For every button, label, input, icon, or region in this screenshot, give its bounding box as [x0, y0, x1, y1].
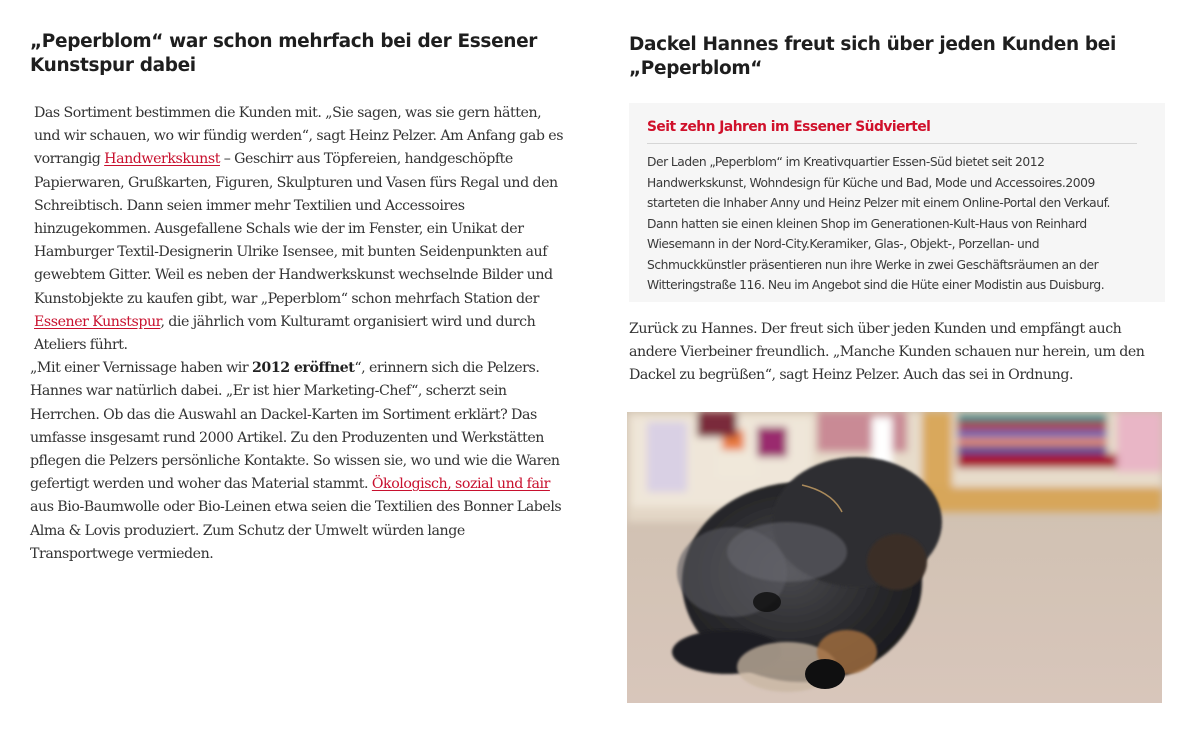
text-fragment: Das Sortiment bestimmen die Kunden mit. „Sie sagen, was sie gern hätten, und wir schauen, wo wir fündig werden“, sagt Heinz Pelzer. Am Anfang gab es vorrangig [34, 105, 564, 168]
text-fragment: aus Bio-Baumwolle oder Bio-Leinen etwa seien die Textilien des Bonner Labels Alma & Lovis produziert. Zum Schutz der Umwelt würden lange Transportwege vermieden. [30, 499, 562, 562]
dog-photo [627, 412, 1162, 703]
info-box-title: Seit zehn Jahren im Essener Südviertel [647, 119, 931, 135]
paragraph-zurueck-zu-hannes: Zurück zu Hannes. Der freut sich über jeden Kunden und empfängt auch andere Vierbeiner freundlich. „Manche Kunden schauen nur herein, um den Dackel zu begrüßen“, sagt Heinz Pelzer. Auch das sei in Ordnung. [629, 320, 1145, 383]
paragraph-sortiment [34, 102, 570, 357]
dog-photo-illustration [627, 412, 1162, 703]
left-article-column [30, 30, 570, 566]
section-heading-dackel-hannes: Dackel Hannes freut sich über jeden Kunden bei „Peperblom“ [629, 34, 1116, 79]
link-handwerkskunst[interactable]: Handwerkskunst [104, 151, 220, 168]
right-article-column [629, 33, 1163, 387]
info-box-text: Der Laden „Peperblom“ im Kreativquartier Essen-Süd bietet seit 2012 Handwerkskunst, Wohndesign für Küche und Bad, Mode und Accessoires.2009 starteten die Inhaber Anny und Heinz Pelzer mit einem Online-Portal den Verkauf. Dann hatten sie einen kleinen Shop im Generationen-Kult-Haus von Reinhard Wiesemann in der Nord-City.Keramiker, Glas-, Objekt-, Porzellan- und Schmuckkünstler präsentieren nun ihre Werke in zwei Geschäftsräumen an der Witteringstraße 116. Neu im Angebot sind die Hüte einer Modistin aus Duisburg. [647, 155, 1111, 292]
info-box [629, 103, 1165, 302]
text-fragment: “, erinnern sich die Pelzers. Hannes war natürlich dabei. „Er ist hier Marketing-Chef“, scherzt sein Herrchen. Ob das die Auswahl an Dackel-Karten im Sortiment erklärt? Das umfasse insgesamt rund 2000 Artikel. Zu den Produzenten und Werkstätten pflegen die Pelzers persönliche Kontakte. So wissen sie, wo und wie die Waren gefertigt werden und woher das Material stammt. [30, 360, 560, 493]
link-oekologisch-sozial-fair[interactable]: Ökologisch, sozial und fair [371, 476, 550, 493]
link-essener-kunstspur[interactable]: Essener Kunstspur [34, 313, 161, 330]
info-box-divider [647, 143, 1137, 144]
bold-text: 2012 eröffnet [251, 360, 355, 377]
text-fragment: , die jährlich vom Kulturamt organisiert wird und durch Ateliers führt. [34, 313, 536, 354]
text-fragment: – Geschirr aus Töpfereien, handgeschöpfte Papierwaren, Grußkarten, Figuren, Skulpturen und Vasen fürs Regal und den Schreibtisch. Dann seien immer mehr Textilien und Accessoires hinzugekommen. Ausgefallene Schals wie der im Fenster, ein Unikat der Hamburger Textil-Designerin Ulrike Isensee, mit bunten Seidenpunkten auf gewebtem Gitter. Weil es neben der Handwerkskunst wechselnde Bilder und Kunstobjekte zu kaufen gibt, war „Peperblom“ schon mehrfach Station der [34, 151, 558, 307]
paragraph-vernissage [30, 357, 570, 566]
text-fragment: „Mit einer Vernissage haben wir [30, 360, 252, 377]
section-heading-kunstspur: „Peperblom“ war schon mehrfach bei der Essener Kunstspur dabei [30, 31, 538, 76]
